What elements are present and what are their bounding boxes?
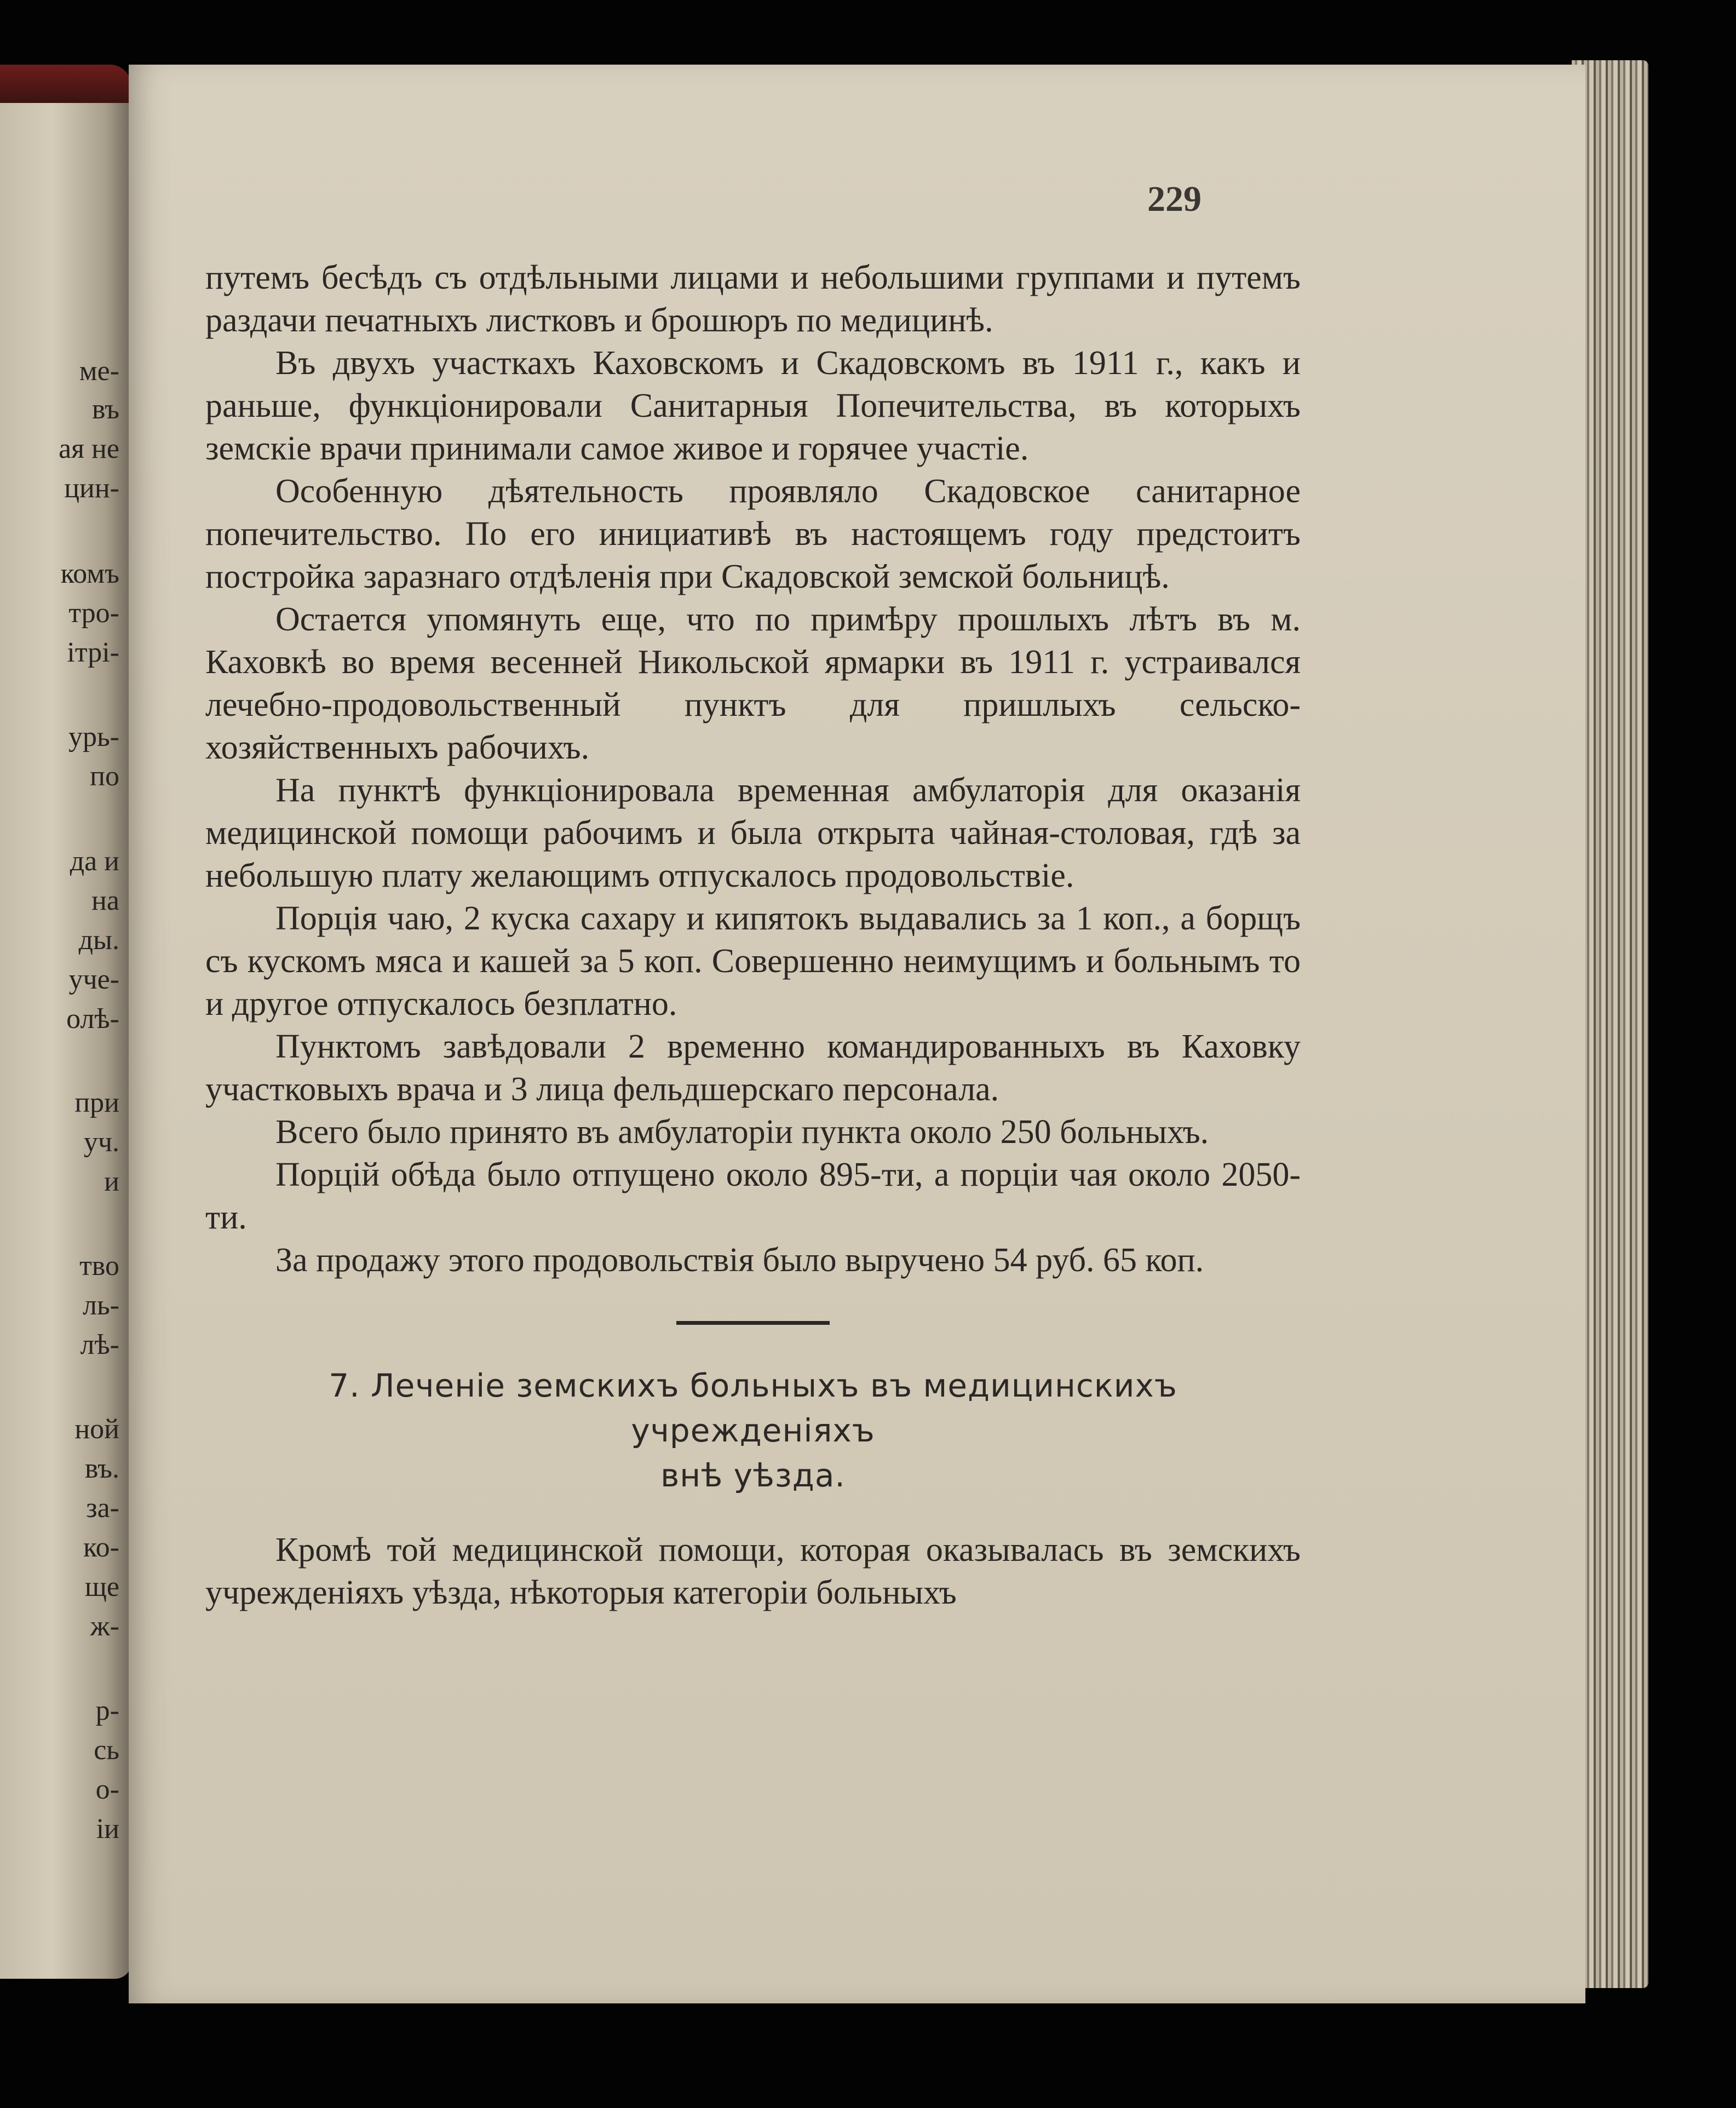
left-page-fragment: ітрі- xyxy=(67,637,119,668)
left-page-fragment: ме- xyxy=(79,355,119,387)
body-text xyxy=(205,256,1301,1614)
paragraph: Порція чаю, 2 куска сахару и кипятокъ выдавались за 1 коп., а борщъ съ кускомъ мяса и кашей за 5 коп. Совершенно неимущимъ и больнымъ то и другое отпускалось безплатно. xyxy=(205,900,1301,1023)
left-page-fragment: урь- xyxy=(68,721,119,753)
left-page-fragment: и xyxy=(104,1166,119,1197)
left-page-fragment: ж- xyxy=(90,1611,119,1642)
paragraph: Особенную дѣятельность проявляло Скадовское санитарное попечительство. По его инициативѣ въ настоящемъ году предстоитъ постройка заразнаго отдѣленія при Скадовской земской больницѣ. xyxy=(205,473,1301,595)
paragraph: Всего было принято въ амбулаторіи пункта около 250 больныхъ. xyxy=(275,1113,1209,1151)
closing-paragraph: Кромѣ той медицинской помощи, которая оказывалась въ земскихъ учрежденіяхъ уѣзда, нѣкоторыя категоріи больныхъ xyxy=(205,1531,1301,1611)
left-page-fragment: въ xyxy=(91,394,119,425)
left-page-fragment: цин- xyxy=(64,473,119,504)
binding-edge xyxy=(0,65,131,103)
paragraph: путемъ бесѣдъ съ отдѣльными лицами и небольшими группами и путемъ раздачи печатныхъ листковъ и брошюръ по медицинѣ. xyxy=(205,259,1301,339)
left-page-fragment: при xyxy=(74,1087,119,1118)
left-page-fragment: р- xyxy=(95,1695,119,1726)
left-page-fragment: о- xyxy=(95,1774,119,1805)
left-page-fragment: іи xyxy=(96,1813,119,1845)
left-page-fragment: ной xyxy=(74,1414,119,1445)
paragraph: Въ двухъ участкахъ Каховскомъ и Скадовскомъ въ 1911 г., какъ и раньше, функціонировали Санитарныя Попечительства, въ которыхъ земскіе врачи принимали самое живое и горячее участіе. xyxy=(205,344,1301,467)
left-page-fragment: ко- xyxy=(83,1532,119,1563)
book-page xyxy=(129,65,1585,2003)
paragraph: Остается упомянуть еще, что по примѣру прошлыхъ лѣтъ въ м. Каховкѣ во время весенней Никольской ярмарки въ 1911 г. устраивался лечебно-продовольственный пунктъ для пришлыхъ сельско-хозяйственныхъ рабочихъ. xyxy=(205,601,1301,766)
left-page-fragment: ль- xyxy=(83,1290,119,1321)
left-page-fragment: ая не xyxy=(59,433,119,464)
left-page-edge xyxy=(0,65,131,1979)
left-page-fragment: ще xyxy=(84,1571,119,1602)
left-page-fragment: тво xyxy=(79,1250,119,1282)
left-page-fragment: комъ xyxy=(60,558,119,589)
left-page-fragment: сь xyxy=(94,1734,119,1766)
paragraph: Порцій обѣда было отпущено около 895-ти, а порціи чая около 2050-ти. xyxy=(205,1156,1301,1236)
left-page-fragment: да и xyxy=(70,846,119,877)
left-page-fragment: уче- xyxy=(68,964,119,995)
left-page-fragment: по xyxy=(90,761,119,792)
left-page-fragment: уч. xyxy=(83,1127,119,1158)
left-page-fragment: лѣ- xyxy=(80,1329,119,1360)
left-page-fragment: тро- xyxy=(68,598,119,629)
left-page-fragment: ды. xyxy=(78,924,119,956)
paragraph: На пунктѣ функціонировала временная амбулаторія для оказанія медицинской помощи рабочимъ и была открыта чайная-столовая, гдѣ за небольшую плату желающимъ отпускалось продовольствіе. xyxy=(205,772,1301,894)
left-page-fragment: за- xyxy=(86,1492,119,1524)
left-page-fragment: въ. xyxy=(84,1453,119,1484)
section-heading-line-1: 7. Леченіе земскихъ больныхъ въ медицинскихъ учрежденіяхъ xyxy=(329,1367,1177,1449)
paragraph: Пунктомъ завѣдовали 2 временно командированныхъ въ Каховку участковыхъ врача и 3 лица фельдшерскаго персонала. xyxy=(205,1028,1301,1108)
section-heading-line-2: внѣ уѣзда. xyxy=(660,1457,846,1494)
section-divider xyxy=(676,1321,830,1325)
left-page-fragment: олѣ- xyxy=(66,1003,119,1035)
paragraph: За продажу этого продовольствія было выручено 54 руб. 65 коп. xyxy=(275,1242,1204,1279)
left-page-fragment: на xyxy=(91,885,119,916)
page-number: 229 xyxy=(1147,179,1202,219)
